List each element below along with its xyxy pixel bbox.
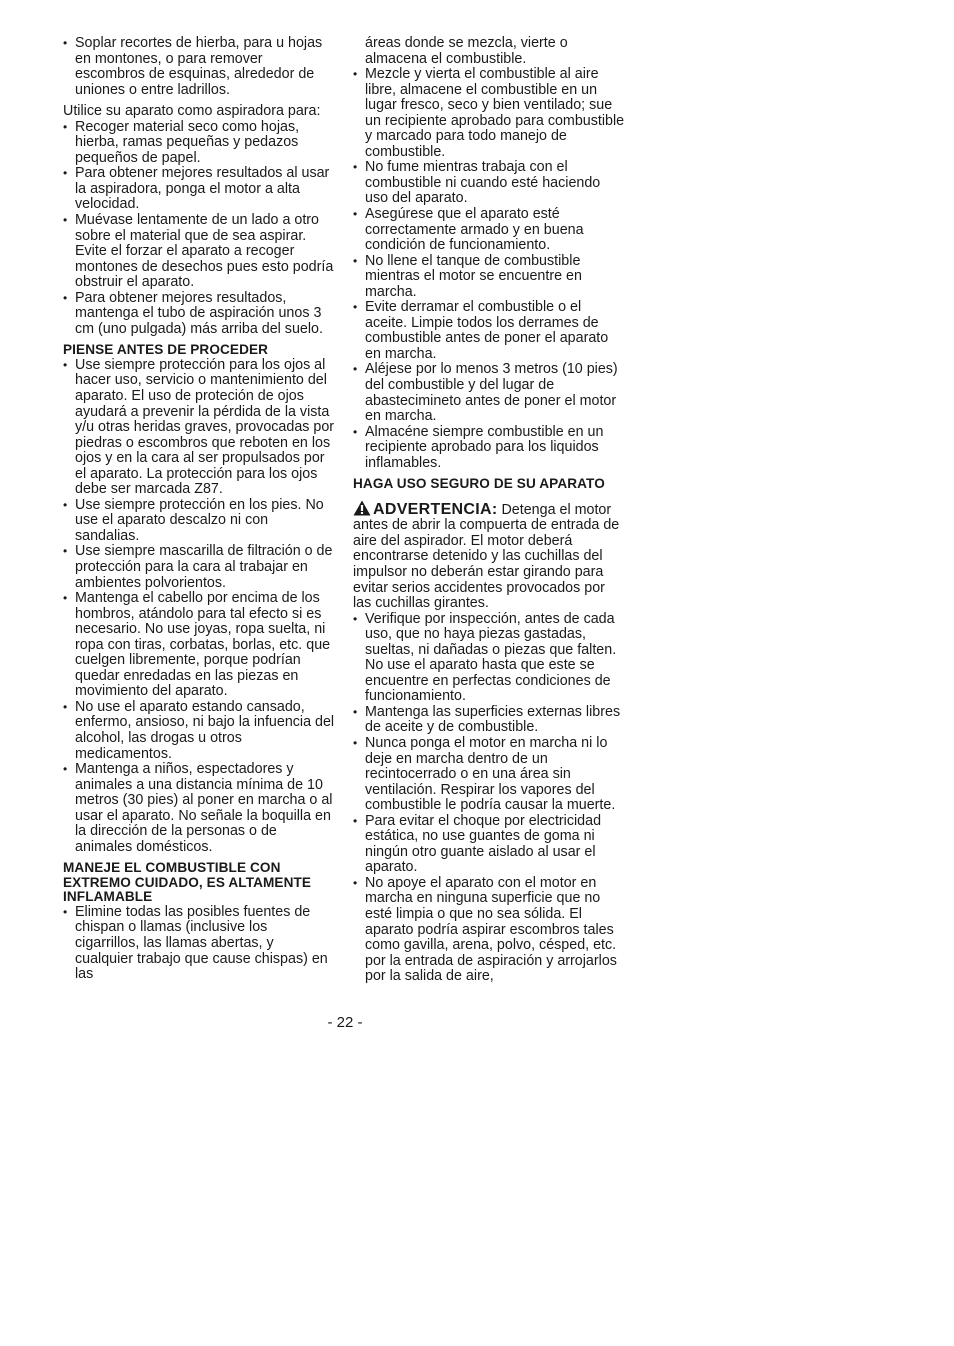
warning-text: Detenga el motor antes de abrir la compuerta de entrada de aire del aspirador. El motor deberá encontrarse detenido y las cuchillas del impulsor no deberán estar girando para evitar serios accidentes provocados por las cuchillas girantes. (353, 501, 620, 612)
list-item: • Almacéne siempre combustible en un recipiente aprobado para los liquidos inflamables. (353, 425, 625, 472)
list-item: • Evite derramar el combustible o el aceite. Limpie todos los derrames de combustible antes de poner el aparato en marcha. (353, 300, 625, 362)
list-item: • Asegúrese que el aparato esté correctamente armado y en buena condición de funcionamiento. (353, 207, 625, 254)
right-column (353, 36, 625, 985)
fuel-list-continued (353, 67, 625, 471)
list-item: • No fume mientras trabaja con el combustible ni cuando esté haciendo uso del aparato. (353, 160, 625, 207)
list-item: • Nunca ponga el motor en marcha ni lo deje en marcha dentro de un recintocerrado o en una área sin ventilación. Respirar los vapores del combustible le podría causar la muerte. (353, 736, 625, 814)
list-item: • Mantenga las superficies externas libres de aceite y de combustible. (353, 705, 625, 736)
section-heading-think: PIENSE ANTES DE PROCEDER (63, 342, 269, 358)
list-item: • No llene el tanque de combustible mientras el motor se encuentre en marcha. (353, 254, 625, 301)
vacuum-list (63, 120, 335, 338)
list-item: • Soplar recortes de hierba, para u hojas en montones, o para remover escombros de esquinas, alrededor de uniones o entre ladrillos. (63, 36, 335, 98)
list-item: • No use el aparato estando cansado, enfermo, ansioso, ni bajo la infuencia del alcohol, las drogas u otros medicamentos. (63, 700, 335, 762)
list-item: • Aléjese por lo menos 3 metros (10 pies) del combustible y del lugar de abastecimineto antes de poner el motor en marcha. (353, 362, 625, 424)
list-item: • Use siempre protección en los pies. No use el aparato descalzo ni con sandalias. (63, 498, 335, 545)
intro-list (63, 36, 335, 98)
warning-label: ADVERTENCIA: (373, 500, 498, 518)
vacuum-intro: Utilice su aparato como aspiradora para: (63, 103, 321, 120)
list-item: • Para evitar el choque por electricidad estática, no use guantes de goma ni ningún otro guante aislado al usar el aparato. (353, 814, 625, 876)
page-number: - 22 - (327, 1014, 363, 1031)
list-item: • Use siempre mascarilla de filtración o de protección para la cara al trabajar en ambientes polvorientos. (63, 544, 335, 591)
safe-use-list (353, 612, 625, 985)
list-item: • Elimine todas las posibles fuentes de chispan o llamas (inclusive los cigarrillos, las llamas abertas, y cualquier trabajo que cause chispas) en las (63, 905, 335, 983)
list-item: • No apoye el aparato con el motor en marcha en ninguna superficie que no esté limpia o que no sea sólida. El aparato podría aspirar escombros tales como gavilla, arena, polvo, césped, etc. por la entrada de aspiración y arrojarlos por la salida de aire, (353, 876, 625, 985)
think-list (63, 358, 335, 856)
list-item: • Recoger material seco como hojas, hierba, ramas pequeñas y pedazos pequeños de papel. (63, 120, 335, 167)
list-item: • Muévase lentamente de un lado a otro sobre el material que de sea aspirar. Evite el forzar el aparato a recoger montones de desechos pues esto podría obstruir el aparato. (63, 213, 335, 291)
continuation-text: áreas donde se mezcla, vierte o almacena el combustible. (365, 35, 568, 67)
left-column (63, 36, 335, 983)
list-item: • Verifique por inspección, antes de cada uso, que no haya piezas gastadas, sueltas, ni dañadas o piezas que falten. No use el aparato hasta que este se encuentre en perfectas condiciones de funcionamiento. (353, 612, 625, 705)
list-item: • Use siempre protección para los ojos al hacer uso, servicio o mantenimiento del aparato. El uso de proteción de ojos ayudará a prevenir la pérdida de la vista y/u otras heridas graves, provocadas por piedras o escombros que reboten en los ojos y en la cara al ser propulsados por el aparato. La protección para los ojos debe ser marcada Z87. (63, 358, 335, 498)
list-item: • Mantenga el cabello por encima de los hombros, atándolo para tal efecto si es necesario. No use joyas, ropa suelta, ni ropa con tiras, corbatas, borlas, etc. que cuelgen libremente, porque podrían quedar enredadas en las piezas en movimiento del aparato. (63, 591, 335, 700)
section-heading-safe-use: HAGA USO SEGURO DE SU APARATO (353, 476, 605, 492)
list-item: • Mezcle y vierta el combustible al aire libre, almacene el combustible en un lugar fresco, seco y bien ventilado; sue un recipiente aprobado para combustible y marcado para todo manejo de combustible. (353, 67, 625, 160)
section-heading-fuel: MANEJE EL COMBUSTIBLE CON EXTREMO CUIDADO, ES ALTAMENTE INFLAMABLE (63, 860, 312, 905)
warning-triangle-icon (353, 500, 371, 516)
warning-paragraph (353, 500, 625, 612)
list-item: • Para obtener mejores resultados al usar la aspiradora, ponga el motor a alta velocidad. (63, 166, 335, 213)
list-item: • Para obtener mejores resultados, mantenga el tubo de aspiración unos 3 cm (uno pulgada) más arriba del suelo. (63, 291, 335, 338)
fuel-list (63, 905, 335, 983)
list-item: • Mantenga a niños, espectadores y animales a una distancia mínima de 10 metros (30 pies) al poner en marcha o al usar el aparato. No señale la boquilla en la dirección de la personas o de animales domésticos. (63, 762, 335, 855)
